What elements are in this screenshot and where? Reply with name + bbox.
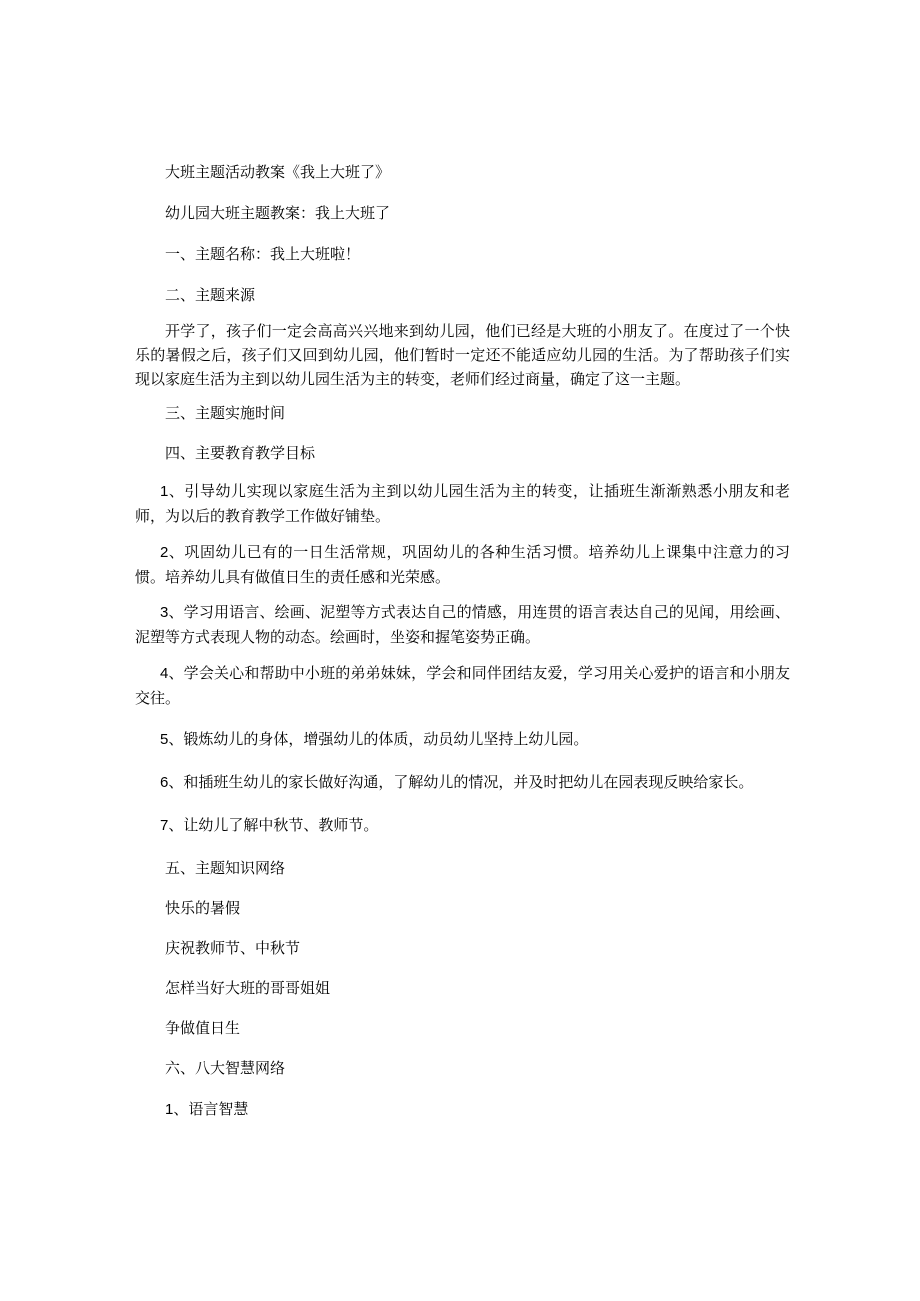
objective-text: 、和插班生幼儿的家长做好沟通，了解幼儿的情况，并及时把幼儿在园表现反映给家长。 <box>168 773 754 791</box>
knowledge-network-item: 怎样当好大班的哥哥姐姐 <box>165 979 331 997</box>
objective-text: 、学会关心和帮助中小班的弟弟妹妹，学会和同伴团结友爱，学习用关心爱护的语言和小朋友交往。 <box>135 664 790 707</box>
knowledge-network-item: 庆祝教师节、中秋节 <box>165 939 301 957</box>
section-4-heading: 四、主要教育教学目标 <box>165 444 316 462</box>
objective-item <box>135 479 790 528</box>
objective-number: 3 <box>160 604 169 621</box>
objective-text: 、学习用语言、绘画、泥塑等方式表达自己的情感，用连贯的语言表达自己的见闻，用绘画、泥塑等方式表现人物的动态。绘画时，坐姿和握笔姿势正确。 <box>135 603 790 646</box>
objective-item <box>135 600 790 649</box>
objective-text: 、锻炼幼儿的身体，增强幼儿的体质，动员幼儿坚持上幼儿园。 <box>168 730 589 748</box>
objective-number: 5 <box>160 731 169 748</box>
objective-item <box>135 727 790 752</box>
section-2-heading: 二、主题来源 <box>165 286 256 304</box>
wisdom-item <box>165 1098 248 1121</box>
objective-number: 1 <box>160 483 169 500</box>
objective-text: 、引导幼儿实现以家庭生活为主到以幼儿园生活为主的转变，让插班生渐渐熟悉小朋友和老师，为以后的教育教学工作做好铺垫。 <box>135 482 790 525</box>
wisdom-number: 1 <box>165 1101 174 1118</box>
document-title: 大班主题活动教案《我上大班了》 <box>165 163 391 181</box>
objective-item <box>135 770 790 795</box>
section-6-heading: 六、八大智慧网络 <box>165 1059 286 1077</box>
objective-number: 2 <box>160 544 169 561</box>
objective-number: 4 <box>160 665 169 682</box>
objective-text: 、巩固幼儿已有的一日生活常规，巩固幼儿的各种生活习惯。培养幼儿上课集中注意力的习惯。培养幼儿具有做值日生的责任感和光荣感。 <box>135 543 790 586</box>
knowledge-network-item: 快乐的暑假 <box>165 899 241 917</box>
objective-text: 、让幼儿了解中秋节、教师节。 <box>168 816 379 834</box>
section-1-heading: 一、主题名称：我上大班啦！ <box>165 245 361 263</box>
objective-item <box>135 813 790 838</box>
objective-item <box>135 661 790 710</box>
wisdom-text: 、语言智慧 <box>173 1100 249 1118</box>
objective-number: 7 <box>160 817 169 834</box>
section-5-heading: 五、主题知识网络 <box>165 859 286 877</box>
objective-number: 6 <box>160 774 169 791</box>
objective-item <box>135 540 790 589</box>
document-subtitle: 幼儿园大班主题教案：我上大班了 <box>165 204 391 222</box>
section-2-paragraph: 开学了，孩子们一定会高高兴兴地来到幼儿园，他们已经是大班的小朋友了。在度过了一个快乐的暑假之后，孩子们又回到幼儿园，他们暂时一定还不能适应幼儿园的生活。为了帮助孩子们实现以家庭生活为主到以幼儿园生活为主的转变，老师们经过商量，确定了这一主题。 <box>135 322 790 388</box>
section-3-heading: 三、主题实施时间 <box>165 404 286 422</box>
knowledge-network-item: 争做值日生 <box>165 1019 241 1037</box>
